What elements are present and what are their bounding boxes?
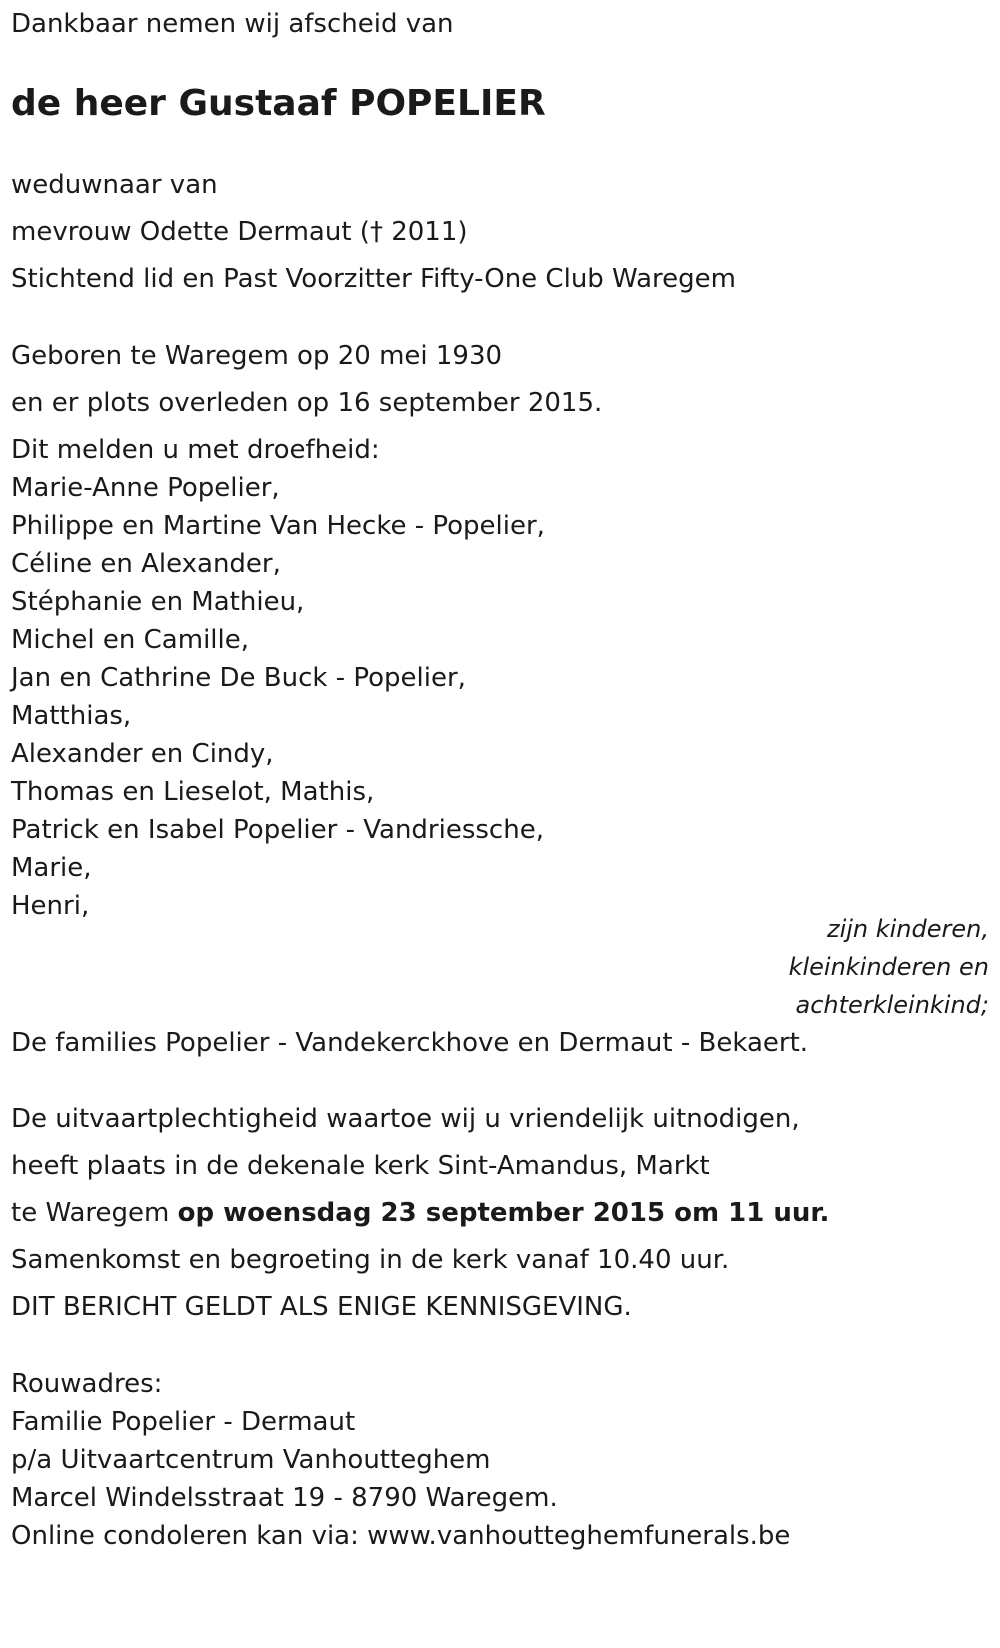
address-line: Familie Popelier - Dermaut (11, 1407, 356, 1437)
ceremony-invitation: De uitvaartplechtigheid waartoe wij u vriendelijk uitnodigen, (11, 1104, 800, 1134)
ceremony-datetime (11, 1197, 829, 1229)
mourner-name: Philippe en Martine Van Hecke - Popelier, (11, 511, 545, 541)
mourner-name: Henri, (11, 891, 90, 921)
ceremony-location: heeft plaats in de dekenale kerk Sint-Amandus, Markt (11, 1151, 710, 1181)
mourner-name: Michel en Camille, (11, 625, 249, 655)
birth-info: Geboren te Waregem op 20 mei 1930 (11, 341, 503, 371)
spouse-intro: weduwnaar van (11, 170, 218, 200)
mourner-name: Thomas en Lieselot, Mathis, (11, 777, 375, 807)
address-line: p/a Uitvaartcentrum Vanhoutteghem (11, 1445, 491, 1475)
mourner-name: Matthias, (11, 701, 132, 731)
mourner-name: Marie-Anne Popelier, (11, 473, 280, 503)
spouse-name-suffix: 2011) (382, 217, 468, 247)
spouse-name-prefix: mevrouw Odette Dermaut ( (11, 217, 370, 247)
address-line: Marcel Windelsstraat 19 - 8790 Waregem. (11, 1483, 558, 1513)
mourner-name: Patrick en Isabel Popelier - Vandriessche, (11, 815, 544, 845)
condolence-link[interactable]: Online condoleren kan via: www.vanhoutteghemfunerals.be (11, 1521, 791, 1551)
relation-children: zijn kinderen, (826, 915, 989, 943)
address-label: Rouwadres: (11, 1369, 163, 1399)
death-info: en er plots overleden op 16 september 2015. (11, 388, 603, 418)
deceased-name: de heer Gustaaf POPELIER (11, 83, 546, 124)
notice-statement: DIT BERICHT GELDT ALS ENIGE KENNISGEVING. (11, 1292, 632, 1322)
ceremony-date-bold: op woensdag 23 september 2015 om 11 uur. (177, 1198, 830, 1228)
relation-great-grandchild: achterkleinkind; (795, 991, 989, 1019)
club-membership: Stichtend lid en Past Voorzitter Fifty-One Club Waregem (11, 264, 736, 294)
cross-icon: † (369, 217, 383, 247)
mourner-name: Marie, (11, 853, 92, 883)
mourner-name: Jan en Cathrine De Buck - Popelier, (11, 663, 466, 693)
mourner-name: Alexander en Cindy, (11, 739, 274, 769)
relation-grandchildren: kleinkinderen en (788, 953, 989, 981)
intro-text: Dankbaar nemen wij afscheid van (11, 9, 454, 39)
mourner-name: Stéphanie en Mathieu, (11, 587, 305, 617)
mourners-intro: Dit melden u met droefheid: (11, 435, 380, 465)
families-text: De families Popelier - Vandekerckhove en Dermaut - Bekaert. (11, 1028, 809, 1058)
ceremony-city: te Waregem (11, 1198, 178, 1228)
gathering-info: Samenkomst en begroeting in de kerk vanaf 10.40 uur. (11, 1245, 730, 1275)
mourner-name: Céline en Alexander, (11, 549, 281, 579)
spouse-name (11, 216, 468, 248)
